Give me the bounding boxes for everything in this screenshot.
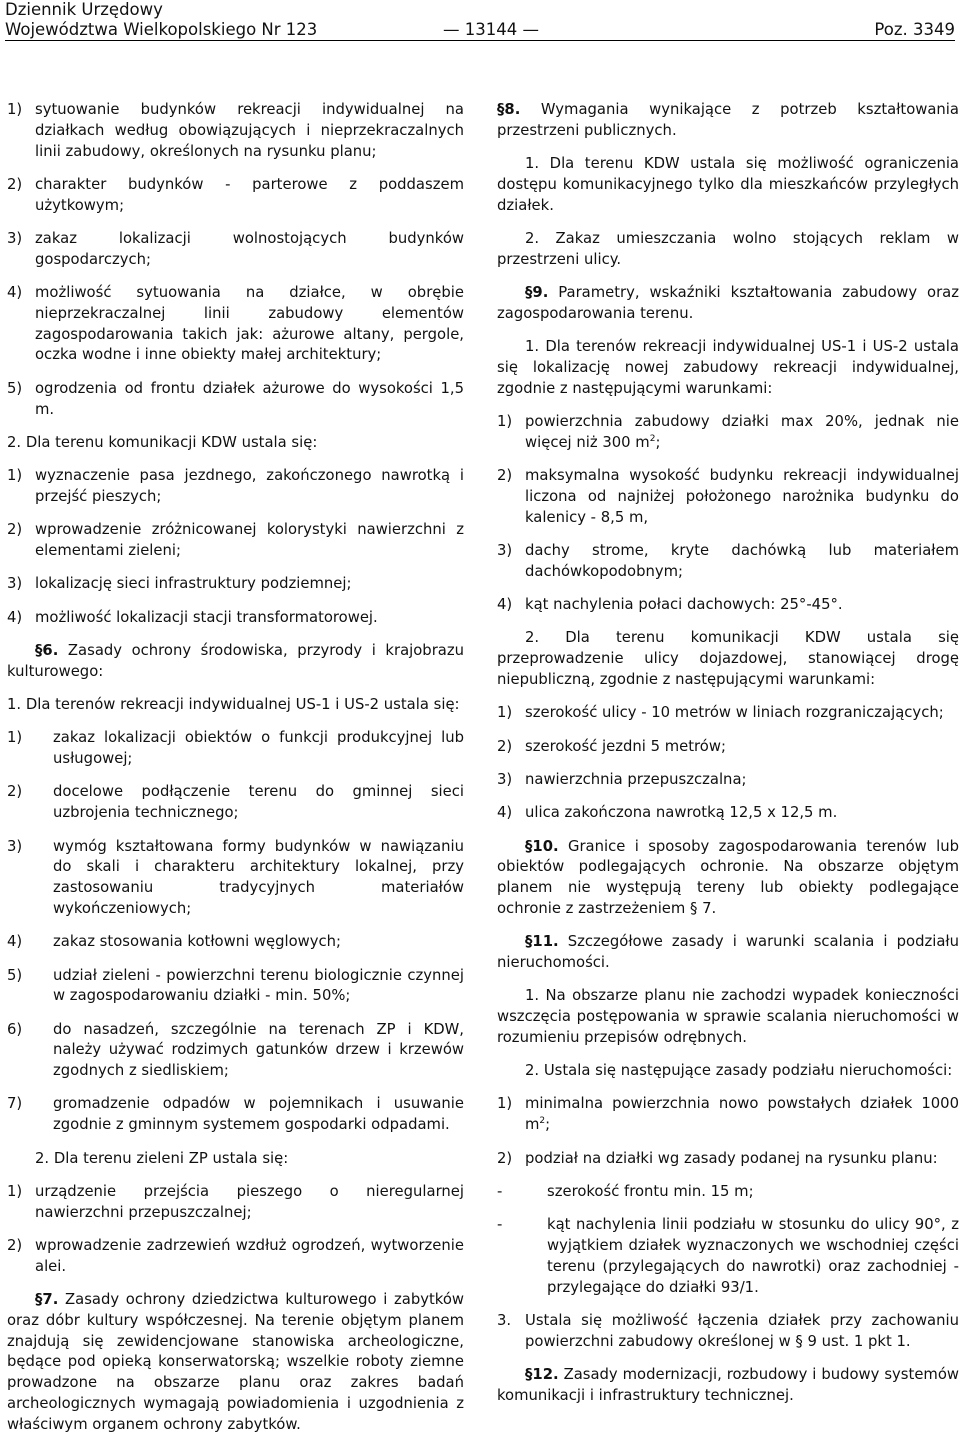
page-number: — 13144 — [443, 20, 539, 39]
list-item: 3) nawierzchnia przepuszczalna; [497, 770, 747, 788]
list-item: 4) zakaz stosowania kotłowni węglowych; [7, 933, 342, 951]
list-item: 1) sytuowanie budynków rekreacji indywidualnej na działkach według obowiązujących i nieprzekraczalnych linii zabudowy, określonych na rysunku planu; [7, 101, 464, 160]
journal-title-line1: Dziennik Urzędowy [5, 0, 163, 19]
paragraph: 2. Zakaz umieszczania wolno stojących reklam w przestrzeni ulicy. [497, 229, 959, 268]
position-number: Poz. 3349 [874, 20, 955, 39]
list-item: 7) gromadzenie odpadów w pojemnikach i usuwanie zgodnie z gminnym systemem gospodarki odpadami. [7, 1095, 464, 1134]
section-paragraph: §9. Parametry, wskaźniki kształtowania zabudowy oraz zagospodarowania terenu. [497, 284, 959, 322]
paragraph: 2. Dla terenu komunikacji KDW ustala się: [7, 433, 318, 451]
list-item: 2) wprowadzenie zadrzewień wzdłuż ogrodzeń, wytworzenie alei. [7, 1236, 464, 1275]
list-item: 4) możliwość lokalizacji stacji transformatorowej. [7, 608, 378, 626]
journal-title-line2: Województwa Wielkopolskiego Nr 123 [5, 20, 318, 39]
section-paragraph: §8. Wymagania wynikające z potrzeb kształtowania przestrzeni publicznych. [497, 101, 959, 139]
section-paragraph: §12. Zasady modernizacji, rozbudowy i budowy systemów komunikacji i infrastruktury technicznej. [497, 1365, 959, 1404]
list-item: 3) lokalizację sieci infrastruktury podziemnej; [7, 575, 352, 593]
list-item: 1) wyznaczenie pasa jezdnego, zakończonego nawrotką i przejść pieszych; [7, 467, 464, 505]
header-rule [5, 40, 955, 41]
paragraph: 2. Dla terenu zieleni ZP ustala się: [35, 1149, 289, 1167]
list-item: 3) dachy strome, kryte dachówką lub materiałem dachówkopodobnym; [497, 542, 959, 580]
list-item: 1) szerokość ulicy - 10 metrów w liniach rozgraniczających; [497, 704, 944, 722]
paragraph: 1. Dla terenów rekreacji indywidualnej US-1 i US-2 ustala się: [7, 696, 460, 714]
list-item: 5) ogrodzenia od frontu działek ażurowe do wysokości 1,5 m. [7, 379, 464, 418]
list-item: 2) docelowe podłączenie terenu do gminnej sieci uzbrojenia technicznego; [7, 783, 464, 822]
paragraph: 1. Dla terenu KDW ustala się możliwość ograniczenia dostępu komunikacyjnego tylko dla mieszkańców przyległych działek. [497, 155, 959, 214]
journal-title [5, 0, 317, 40]
list-item: 4) ulica zakończona nawrotką 12,5 x 12,5 m. [497, 804, 838, 822]
list-item: - kąt nachylenia linii podziału w stosunku do ulicy 90°, z wyjątkiem działek wyznaczonych we wschodniej części terenu (przylegających do nawrotki) oraz zachodniej - przylegające do działki 93/1. [497, 1216, 959, 1296]
list-item: 3) wymóg kształtowana formy budynków w nawiązaniu do skali i charakteru architektury lokalnej, przy zastosowaniu tradycyjnych materiałów wykończeniowych; [7, 837, 464, 917]
paragraph: 1. Na obszarze planu nie zachodzi wypadek konieczności wszczęcia postępowania w sprawie scalania nieruchomości w rozumieniu przepisów odrębnych. [497, 987, 959, 1046]
list-item: 5) udział zieleni - powierzchni terenu biologicznie czynnej w zagospodarowaniu działki - min. 50%; [7, 966, 464, 1005]
section-paragraph: §7. Zasady ochrony dziedzictwa kulturowego i zabytków oraz dóbr kultury współczesnej. Na terenie objętym planem znajdują się zewidencjowane stanowiska archeologiczne, będące pod opieką konserwatorską; wszelkie roboty ziemne prowadzone na obszarze planu oraz zakres badań archeologicznych wymagają powiadomienia i uzgodnienia z właściwym organem ochrony zabytków. [7, 1291, 464, 1433]
list-item: 4) kąt nachylenia połaci dachowych: 25°-45°. [497, 596, 843, 614]
list-item: 4) możliwość sytuowania na działce, w obrębie nieprzekraczalnej linii zabudowy elementów zagospodarowania takich jak: ażurowe altany, pergole, oczka wodne i inne obiekty małej architektury; [7, 284, 464, 364]
left-column [7, 100, 464, 1436]
paragraph: 2. Ustala się następujące zasady podziału nieruchomości: [525, 1062, 953, 1080]
list-item: 2) charakter budynków - parterowe z poddaszem użytkowym; [7, 175, 464, 214]
list-item: 3. Ustala się możliwość łączenia działek przy zachowaniu powierzchni zabudowy określonej w § 9 ust. 1 pkt 1. [497, 1311, 959, 1350]
list-item: 2) maksymalna wysokość budynku rekreacji indywidualnej liczona od najniżej położonego narożnika budynku do kalenicy - 8,5 m, [497, 467, 959, 526]
section-paragraph: §6. Zasady ochrony środowiska, przyrody i krajobrazu kulturowego: [7, 641, 464, 680]
list-item: 1) powierzchnia zabudowy działki max 20%, jednak nie więcej niż 300 $m^2$; [497, 413, 959, 451]
list-item: 2) podział na działki wg zasady podanej na rysunku planu: [497, 1149, 938, 1167]
list-item: 1) zakaz lokalizacji obiektów o funkcji produkcyjnej lub usługowej; [7, 729, 464, 768]
list-item: - szerokość frontu min. 15 m; [497, 1182, 754, 1200]
right-column [497, 100, 959, 1407]
list-item: 2) wprowadzenie zróżnicowanej kolorystyki nawierzchni z elementami zieleni; [7, 521, 464, 560]
list-item: 3) zakaz lokalizacji wolnostojących budynków gospodarczych; [7, 229, 464, 268]
section-paragraph: §10. Granice i sposoby zagospodarowania terenów lub obiektów podlegających ochronie. Na obszarze objętym planem nie występują tereny lub obiekty podlegające ochronie z zastrzeżeniem § 7. [497, 837, 959, 917]
list-item: 1) urządzenie przejścia pieszego o nieregularnej nawierzchni przepuszczalnej; [7, 1182, 464, 1221]
list-item: 2) szerokość jezdni 5 metrów; [497, 737, 726, 755]
section-paragraph: §11. Szczegółowe zasady i warunki scalania i podziału nieruchomości. [497, 933, 959, 971]
list-item: 6) do nasadzeń, szczególnie na terenach ZP i KDW, należy używać rodzimych gatunków drzew i krzewów zgodnych z siedliskiem; [7, 1020, 464, 1080]
paragraph: 1. Dla terenów rekreacji indywidualnej US-1 i US-2 ustala się lokalizację nowej zabudowy rekreacji indywidualnej, zgodnie z następującymi warunkami: [497, 338, 959, 397]
page-header [5, 0, 955, 40]
paragraph: 2. Dla terenu komunikacji KDW ustala się przeprowadzenie ulicy dojazdowej, stanowiącej drogę niepubliczną, zgodnie z następującymi warunkami: [497, 629, 959, 689]
list-item: 1) minimalna powierzchnia nowo powstałych działek 1000 $m^2$; [497, 1095, 959, 1134]
